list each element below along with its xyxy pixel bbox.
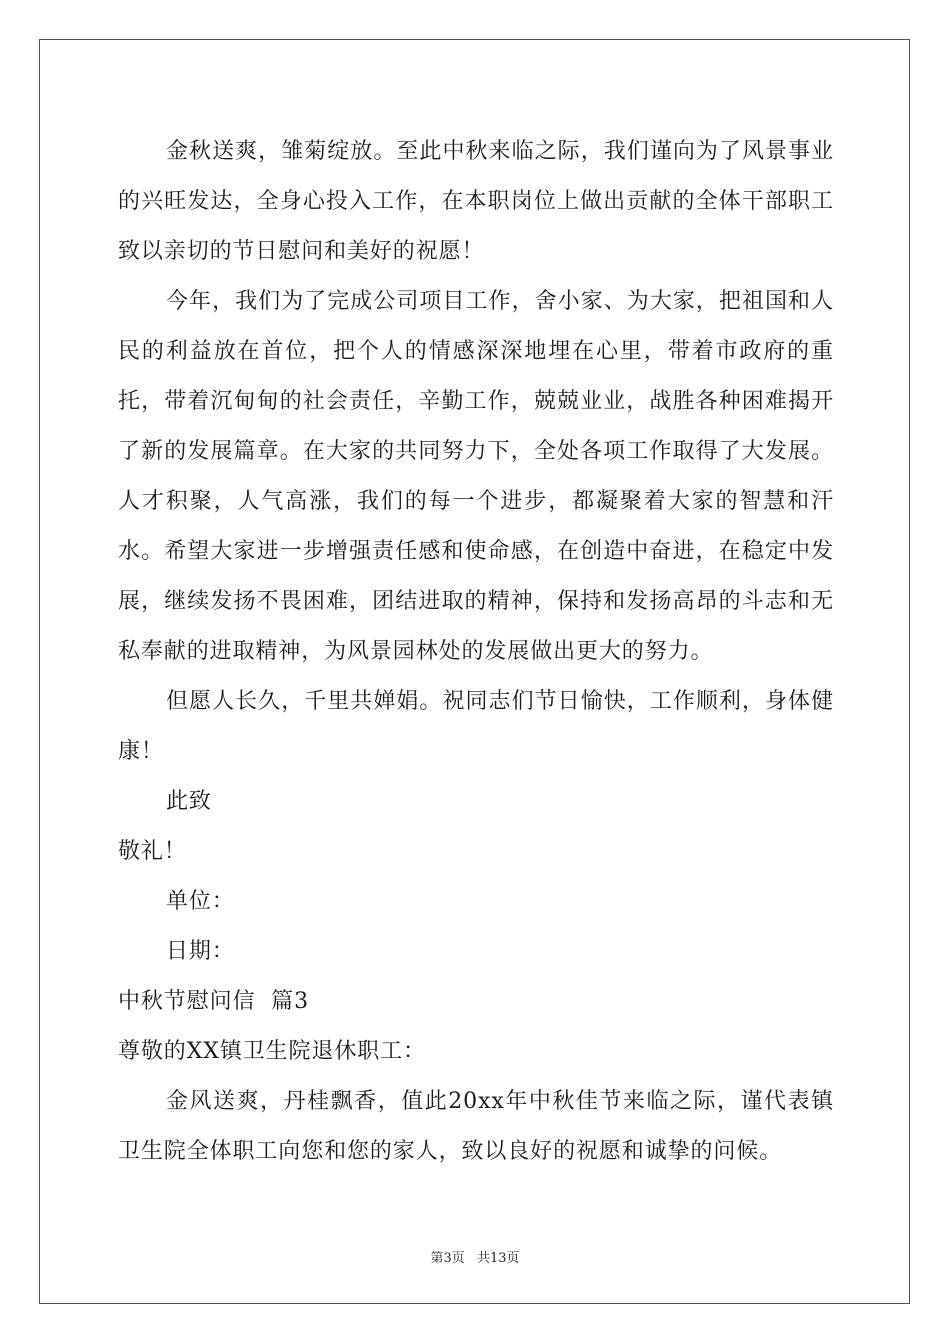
paragraph-wishes: 但愿人长久，千里共婵娟。祝同志们节日愉快，工作顺利，身体健康！	[118, 689, 834, 764]
paragraph-review: 今年，我们为了完成公司项目工作，舍小家、为大家，把祖国和人民的利益放在首位，把个人的情感深深地埋在心里，带着市政府的重托，带着沉甸甸的社会责任，辛勤工作，兢兢业业，战胜各种困难揭开了新的发展篇章。在大家的共同努力下，全处各项工作取得了大发展。人才积聚，人气高涨，我们的每一个进步，都凝聚着大家的智慧和汗水。希望大家进一步增强责任感和使命感，在创造中奋进，在稳定中发展，继续发扬不畏困难，团结进取的精神，保持和发扬高昂的斗志和无私奉献的进取精神，为风景园林处的发展做出更大的努力。	[118, 289, 834, 664]
letter-addressee: 尊敬的XX镇卫生院退休职工：	[118, 1039, 426, 1064]
signature-date: 日期：	[166, 939, 235, 964]
page-number: 第3页	[430, 1251, 465, 1266]
section-title: 中秋节慰问信 篇3	[118, 989, 309, 1014]
page-footer	[0, 1247, 950, 1266]
closing-regards: 敬礼！	[118, 839, 187, 864]
document-body	[118, 127, 834, 1177]
closing-salutation: 此致	[166, 789, 212, 814]
paragraph-opening: 金风送爽，丹桂飘香，值此20xx年中秋佳节来临之际，谨代表镇卫生院全体职工向您和您的家人，致以良好的祝愿和诚挚的问候。	[118, 1089, 834, 1164]
signature-unit: 单位：	[166, 889, 235, 914]
page-total: 共13页	[476, 1251, 520, 1266]
paragraph-greeting: 金秋送爽，雏菊绽放。至此中秋来临之际，我们谨向为了风景事业的兴旺发达，全身心投入工作，在本职岗位上做出贡献的全体干部职工致以亲切的节日慰问和美好的祝愿！	[118, 139, 834, 264]
